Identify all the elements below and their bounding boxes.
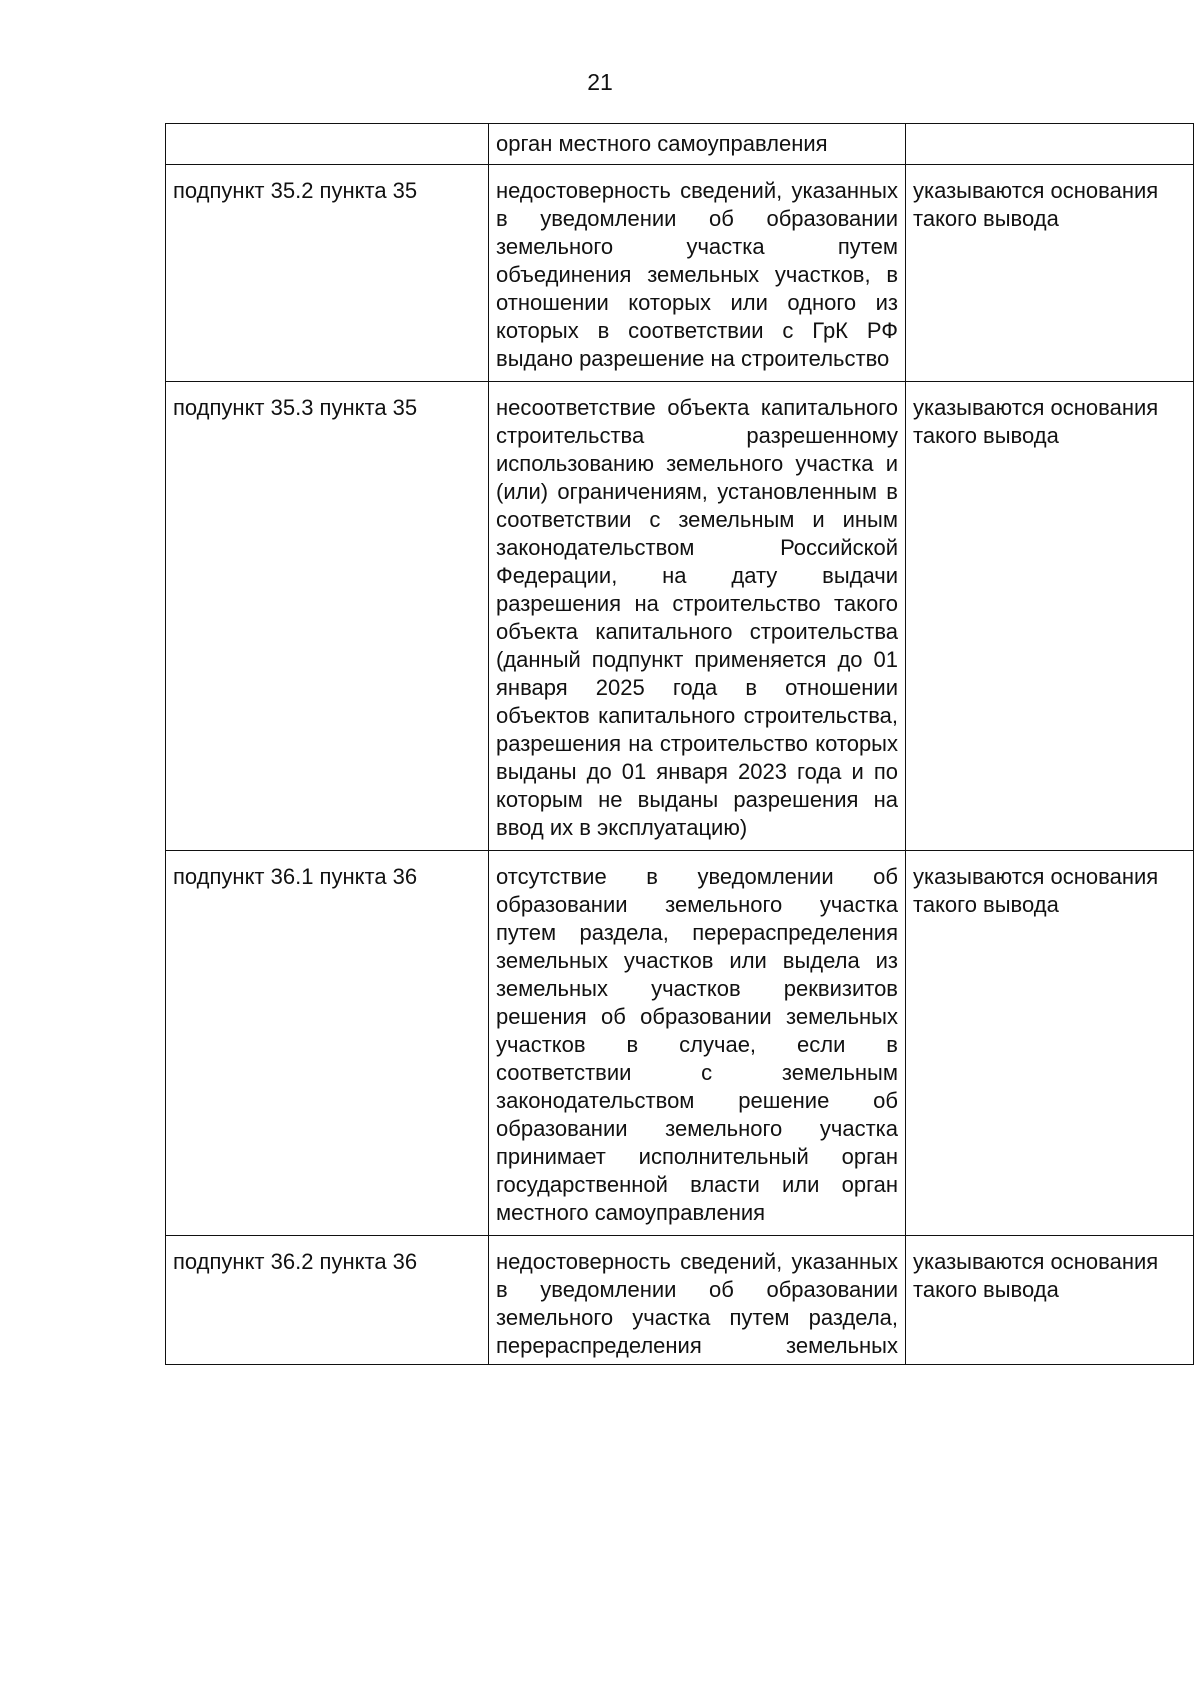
provision-cell: подпункт 36.1 пункта 36 xyxy=(166,851,489,1236)
explanation-cell: указываются основания такого вывода xyxy=(906,1236,1194,1365)
explanation-cell: указываются основания такого вывода xyxy=(906,851,1194,1236)
table-row xyxy=(166,124,1194,165)
ground-cell: недостоверность сведений, указанных в уведомлении об образовании земельного участка путем объединения земельных участков, в отношении которых или одного из которых в соответствии с ГрК РФ выдано разрешение на строительство xyxy=(489,165,906,382)
provision-cell xyxy=(166,124,489,165)
provision-cell: подпункт 36.2 пункта 36 xyxy=(166,1236,489,1365)
ground-cell: несоответствие объекта капитального строительства разрешенному использованию земельного участка и (или) ограничениям, установленным в соответствии с земельным и иным законодательством Российской Федерации, на дату выдачи разрешения на строительство такого объекта капитального строительства (данный подпункт применяется до 01 января 2025 года в отношении объектов капитального строительства, разрешения на строительство которых выданы до 01 января 2023 года и по которым не выданы разрешения на ввод их в эксплуатацию) xyxy=(489,382,906,851)
provision-cell: подпункт 35.2 пункта 35 xyxy=(166,165,489,382)
grounds-table xyxy=(165,123,1194,1365)
ground-cell: орган местного самоуправления xyxy=(489,124,906,165)
table-row xyxy=(166,1236,1194,1365)
explanation-cell: указываются основания такого вывода xyxy=(906,382,1194,851)
page-number: 21 xyxy=(587,69,613,95)
ground-cell: отсутствие в уведомлении об образовании земельного участка путем раздела, перераспределения земельных участков или выдела из земельных участков реквизитов решения об образовании земельных участков в случае, если в соответствии с земельным законодательством решение об образовании земельного участка принимает исполнительный орган государственной власти или орган местного самоуправления xyxy=(489,851,906,1236)
explanation-cell xyxy=(906,124,1194,165)
table-row xyxy=(166,382,1194,851)
explanation-cell: указываются основания такого вывода xyxy=(906,165,1194,382)
ground-cell: недостоверность сведений, указанных в уведомлении об образовании земельного участка путем раздела, перераспределения земельных xyxy=(489,1236,906,1365)
table-row xyxy=(166,165,1194,382)
table-row xyxy=(166,851,1194,1236)
provision-cell: подпункт 35.3 пункта 35 xyxy=(166,382,489,851)
